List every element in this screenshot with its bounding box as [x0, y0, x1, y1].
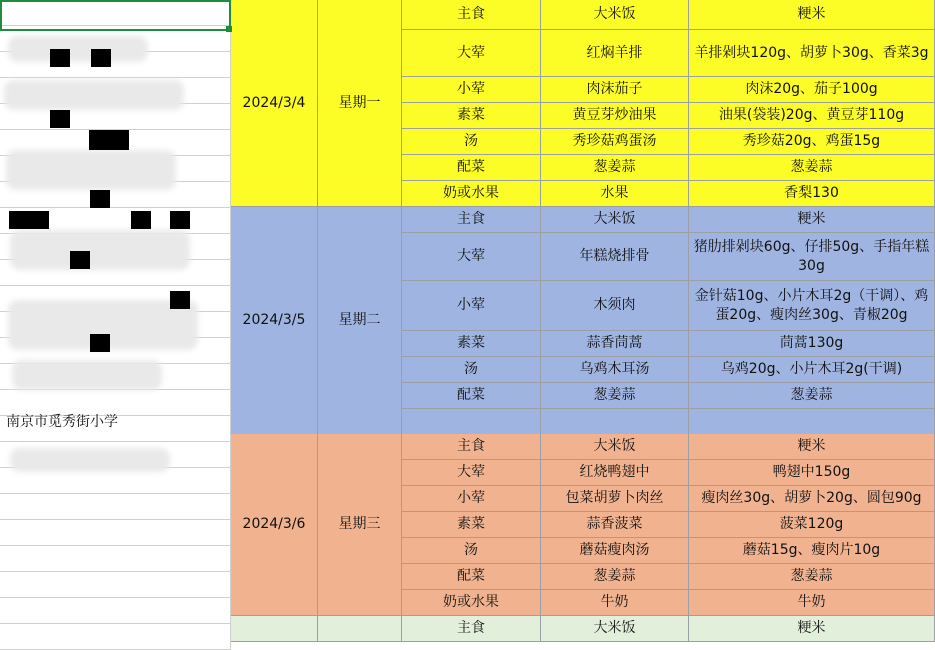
category-cell[interactable]: 大荤 — [402, 460, 541, 486]
dish-cell[interactable]: 秀珍菇鸡蛋汤 — [541, 129, 689, 155]
blurred-content — [8, 36, 148, 62]
dish-cell[interactable]: 蒜香茼蒿 — [541, 331, 689, 357]
ingredients-cell[interactable]: 蘑菇15g、瘦肉片10g — [689, 538, 935, 564]
ingredients-cell[interactable]: 金针菇10g、小片木耳2g（干调）、鸡蛋20g、瘦肉丝30g、青椒20g — [689, 281, 935, 331]
ingredients-cell[interactable]: 鸭翅中150g — [689, 460, 935, 486]
category-cell[interactable]: 配菜 — [402, 564, 541, 590]
category-cell[interactable]: 配菜 — [402, 155, 541, 181]
category-cell[interactable]: 素菜 — [402, 331, 541, 357]
left-cell[interactable] — [0, 546, 231, 572]
ingredients-cell[interactable]: 粳米 — [689, 434, 935, 460]
dish-cell[interactable]: 红烧鸭翅中 — [541, 460, 689, 486]
category-cell[interactable]: 素菜 — [402, 103, 541, 129]
redaction-block — [90, 190, 110, 208]
category-cell[interactable]: 小荤 — [402, 486, 541, 512]
category-cell[interactable] — [402, 409, 541, 435]
redaction-block — [70, 251, 90, 269]
dish-cell[interactable]: 大米饭 — [541, 207, 689, 233]
category-cell[interactable]: 配菜 — [402, 383, 541, 409]
category-cell[interactable]: 奶或水果 — [402, 590, 541, 616]
left-cell[interactable] — [0, 624, 231, 650]
dish-cell[interactable]: 葱姜蒜 — [541, 564, 689, 590]
ingredients-cell[interactable]: 肉沫20g、茄子100g — [689, 77, 935, 103]
redaction-block — [50, 110, 70, 128]
redaction-block — [91, 49, 111, 67]
category-cell[interactable]: 主食 — [402, 616, 541, 642]
dish-cell[interactable]: 蘑菇瘦肉汤 — [541, 538, 689, 564]
category-cell[interactable]: 主食 — [402, 0, 541, 30]
category-cell[interactable]: 小荤 — [402, 77, 541, 103]
category-cell[interactable]: 大荤 — [402, 30, 541, 77]
left-cell[interactable] — [0, 520, 231, 546]
dish-cell[interactable]: 年糕烧排骨 — [541, 233, 689, 281]
ingredients-cell[interactable]: 粳米 — [689, 207, 935, 233]
category-cell[interactable]: 汤 — [402, 357, 541, 383]
dish-cell[interactable]: 大米饭 — [541, 616, 689, 642]
weekday-cell[interactable] — [318, 616, 402, 642]
blurred-content — [12, 360, 162, 390]
fill-handle[interactable] — [226, 26, 232, 32]
blurred-content — [10, 448, 170, 472]
redaction-block — [9, 211, 49, 229]
category-cell[interactable]: 奶或水果 — [402, 181, 541, 207]
left-cell[interactable] — [0, 598, 231, 624]
blurred-content — [10, 230, 190, 270]
school-name-cell[interactable]: 南京市觅秀街小学 — [6, 414, 118, 430]
date-cell[interactable]: 2024/3/5 — [231, 207, 318, 435]
category-cell[interactable]: 主食 — [402, 434, 541, 460]
blurred-content — [6, 150, 176, 190]
blurred-content — [4, 80, 184, 110]
dish-cell[interactable] — [541, 409, 689, 435]
dish-cell[interactable]: 红焖羊排 — [541, 30, 689, 77]
ingredients-cell[interactable]: 葱姜蒜 — [689, 564, 935, 590]
redaction-block — [89, 130, 129, 150]
dish-cell[interactable]: 大米饭 — [541, 434, 689, 460]
category-cell[interactable]: 主食 — [402, 207, 541, 233]
date-cell[interactable] — [231, 616, 318, 642]
dish-cell[interactable]: 乌鸡木耳汤 — [541, 357, 689, 383]
ingredients-cell[interactable]: 瘦肉丝30g、胡萝卜20g、圆包90g — [689, 486, 935, 512]
ingredients-cell[interactable] — [689, 409, 935, 435]
dish-cell[interactable]: 包菜胡萝卜肉丝 — [541, 486, 689, 512]
ingredients-cell[interactable]: 粳米 — [689, 0, 935, 30]
category-cell[interactable]: 素菜 — [402, 512, 541, 538]
dish-cell[interactable]: 水果 — [541, 181, 689, 207]
dish-cell[interactable]: 大米饭 — [541, 0, 689, 30]
weekday-cell[interactable]: 星期二 — [318, 207, 402, 435]
weekday-cell[interactable]: 星期三 — [318, 434, 402, 616]
date-cell[interactable]: 2024/3/6 — [231, 434, 318, 616]
ingredients-cell[interactable]: 牛奶 — [689, 590, 935, 616]
ingredients-cell[interactable]: 茼蒿130g — [689, 331, 935, 357]
selected-cell-outline — [0, 0, 231, 31]
ingredients-cell[interactable]: 猪肋排剁块60g、仔排50g、手指年糕30g — [689, 233, 935, 281]
dish-cell[interactable]: 木须肉 — [541, 281, 689, 331]
dish-cell[interactable]: 黄豆芽炒油果 — [541, 103, 689, 129]
redaction-block — [170, 291, 190, 309]
category-cell[interactable]: 小荤 — [402, 281, 541, 331]
dish-cell[interactable]: 肉沫茄子 — [541, 77, 689, 103]
dish-cell[interactable]: 葱姜蒜 — [541, 155, 689, 181]
ingredients-cell[interactable]: 香梨130 — [689, 181, 935, 207]
ingredients-cell[interactable]: 葱姜蒜 — [689, 155, 935, 181]
ingredients-cell[interactable]: 菠菜120g — [689, 512, 935, 538]
category-cell[interactable]: 大荤 — [402, 233, 541, 281]
redaction-block — [170, 211, 190, 229]
dish-cell[interactable]: 蒜香菠菜 — [541, 512, 689, 538]
dish-cell[interactable]: 牛奶 — [541, 590, 689, 616]
ingredients-cell[interactable]: 乌鸡20g、小片木耳2g(干调) — [689, 357, 935, 383]
ingredients-cell[interactable]: 羊排剁块120g、胡萝卜30g、香菜3g — [689, 30, 935, 77]
left-cell[interactable] — [0, 572, 231, 598]
redaction-block — [90, 334, 110, 352]
category-cell[interactable]: 汤 — [402, 538, 541, 564]
ingredients-cell[interactable]: 粳米 — [689, 616, 935, 642]
date-cell[interactable]: 2024/3/4 — [231, 0, 318, 207]
ingredients-cell[interactable]: 葱姜蒜 — [689, 383, 935, 409]
redaction-block — [131, 211, 151, 229]
weekday-cell[interactable]: 星期一 — [318, 0, 402, 207]
redaction-block — [50, 49, 70, 67]
dish-cell[interactable]: 葱姜蒜 — [541, 383, 689, 409]
ingredients-cell[interactable]: 秀珍菇20g、鸡蛋15g — [689, 129, 935, 155]
left-cell[interactable] — [0, 494, 231, 520]
ingredients-cell[interactable]: 油果(袋装)20g、黄豆芽110g — [689, 103, 935, 129]
category-cell[interactable]: 汤 — [402, 129, 541, 155]
